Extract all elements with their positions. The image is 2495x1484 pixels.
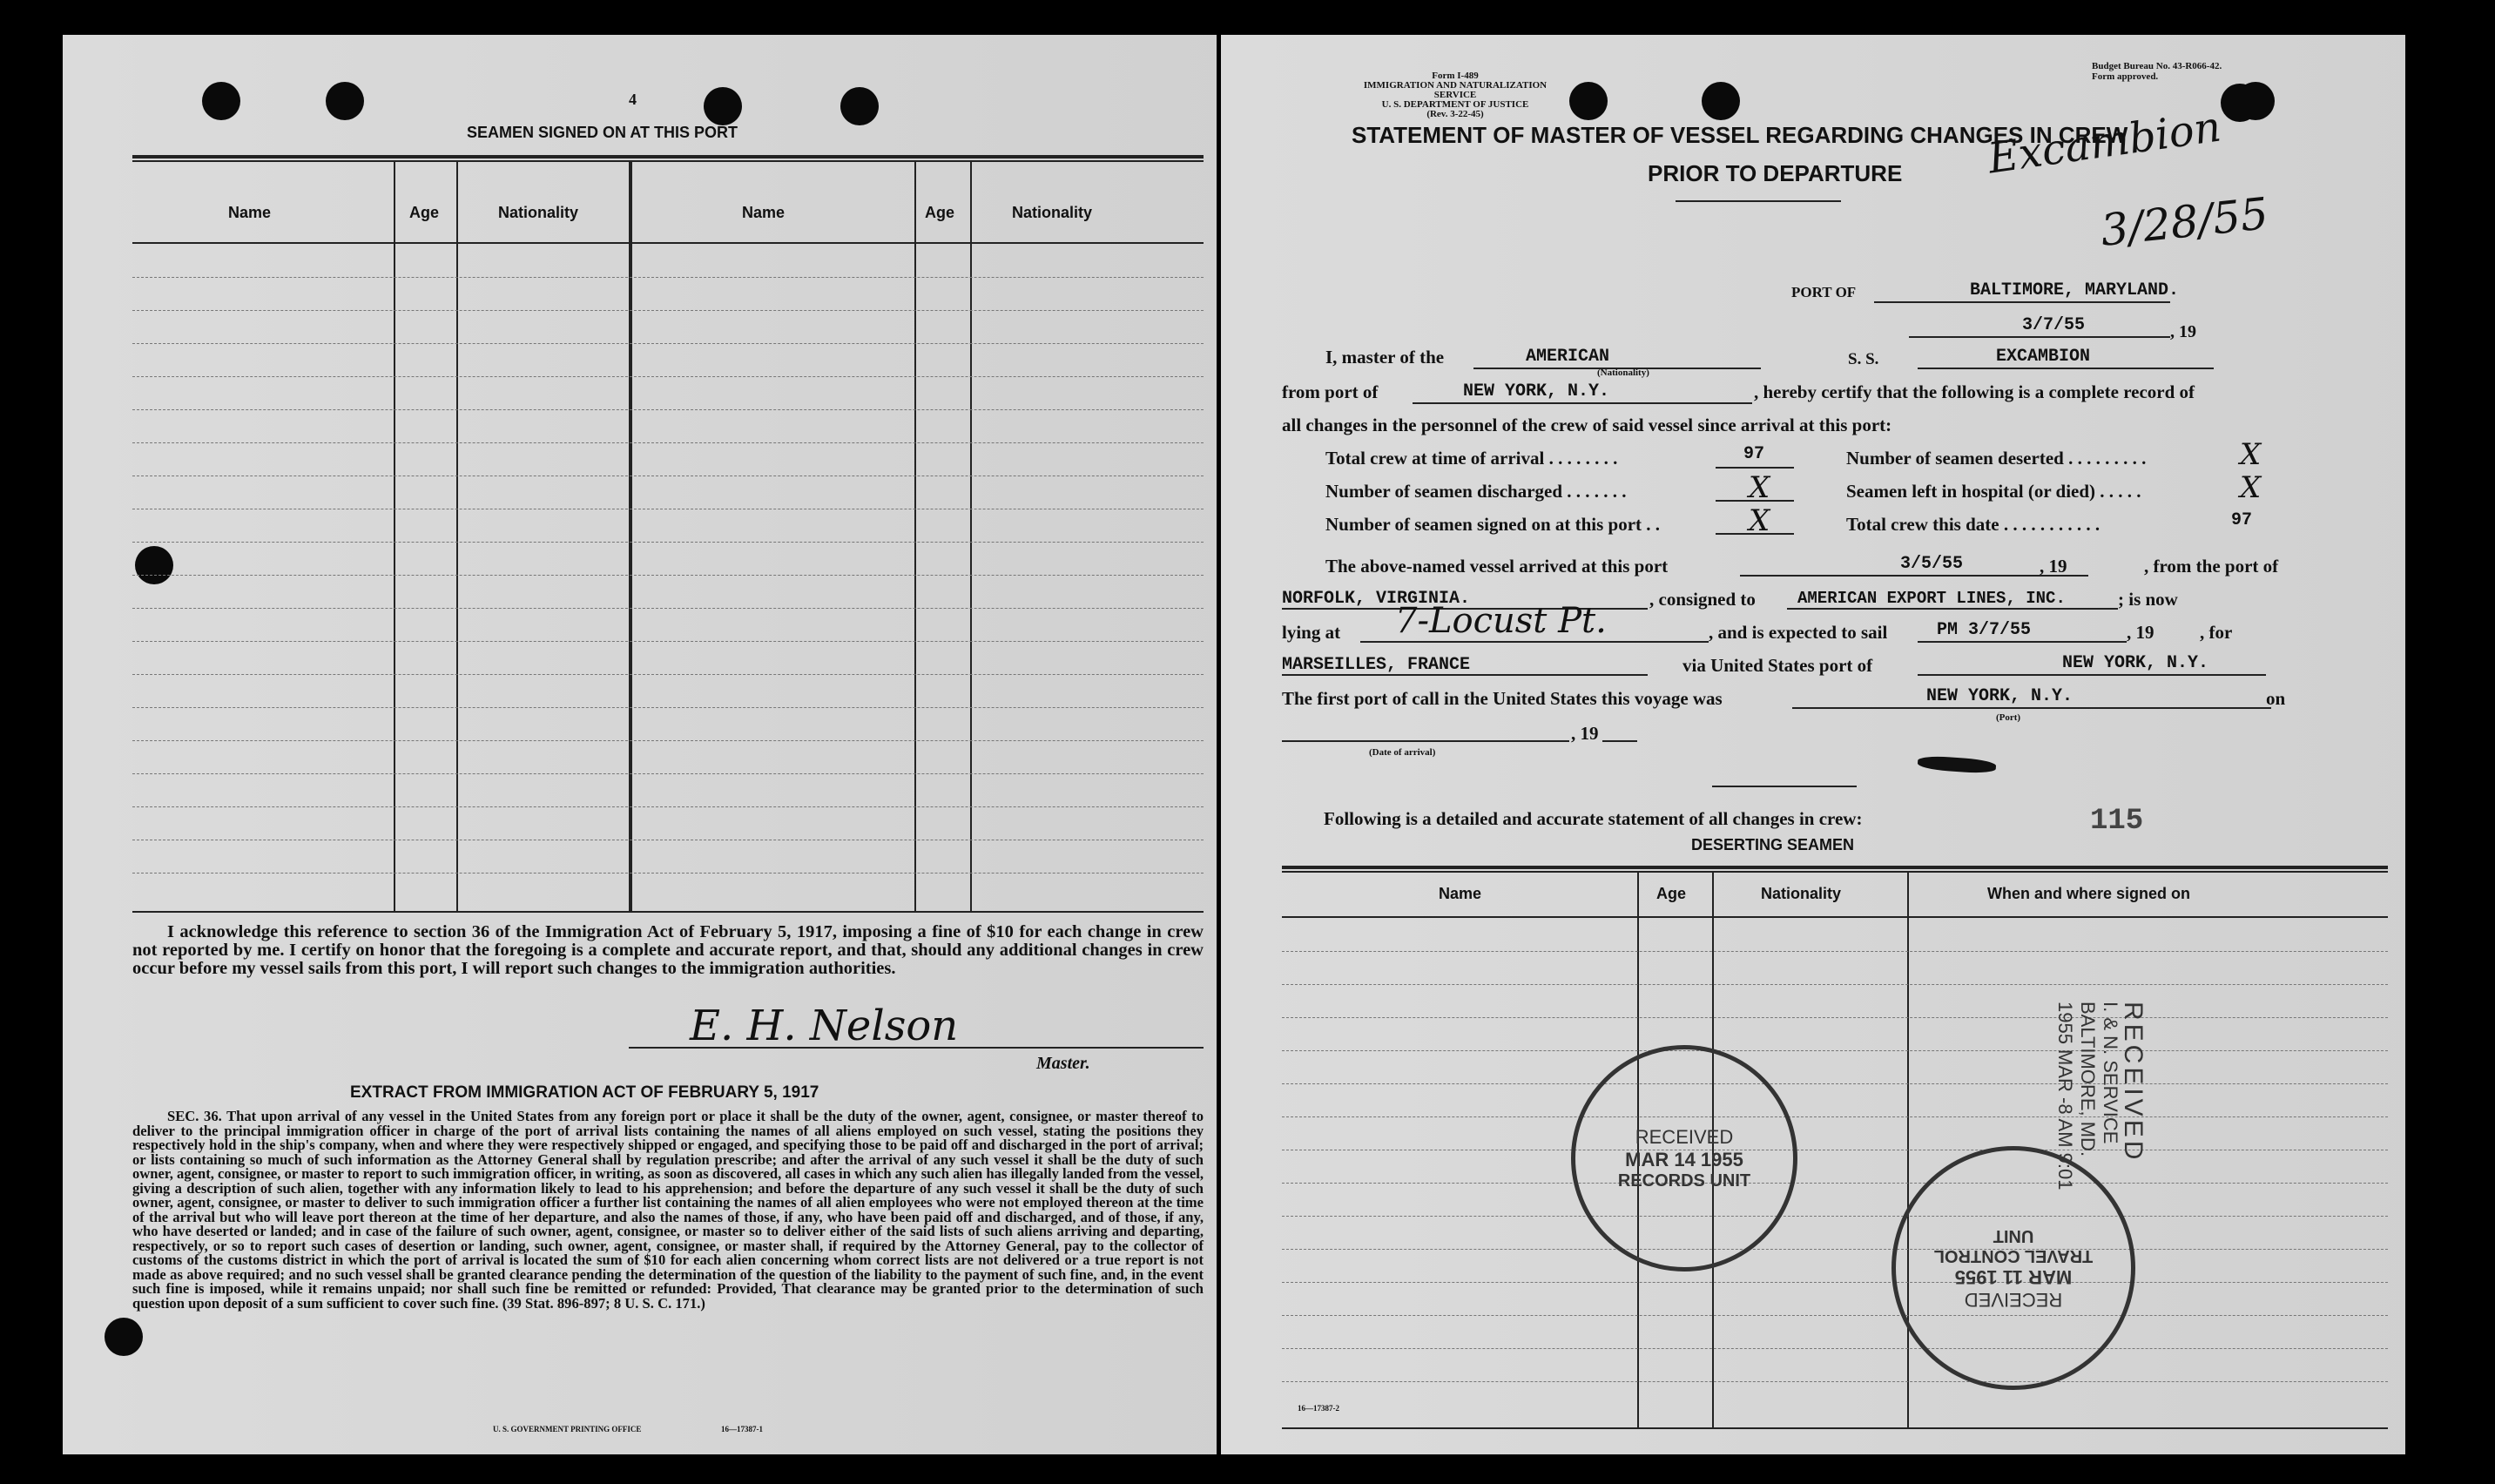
signed-on-value: X bbox=[1749, 503, 1770, 538]
col-name-2: Name bbox=[742, 204, 786, 221]
first-port-label: The first port of call in the United States this voyage was bbox=[1282, 688, 1723, 709]
master-of-label: I, master of the bbox=[1325, 347, 1445, 368]
revision: (Rev. 3-22-45) bbox=[1426, 109, 1484, 119]
vessel-value: EXCAMBION bbox=[1996, 347, 2091, 367]
punch-hole bbox=[105, 1318, 143, 1356]
deserting-title: DESERTING SEAMEN bbox=[1691, 836, 1855, 853]
punch-hole bbox=[1569, 82, 1608, 120]
on-label: on bbox=[2266, 688, 2286, 709]
via-label: via United States port of bbox=[1682, 655, 1873, 676]
deserting-col-signed-on: When and where signed on bbox=[1987, 885, 2191, 902]
consignee: AMERICAN EXPORT LINES, INC. bbox=[1797, 589, 2066, 608]
handwritten-date: 3/28/55 bbox=[2098, 188, 2271, 256]
lying-at-label: lying at bbox=[1282, 622, 1341, 643]
is-now-label: ; is now bbox=[2118, 589, 2178, 610]
sail-value: PM 3/7/55 bbox=[1937, 620, 2032, 640]
punch-hole bbox=[202, 82, 240, 120]
punch-hole bbox=[704, 87, 742, 125]
master-label: Master. bbox=[1036, 1054, 1090, 1073]
received-stamp-line-1: RECEIVED bbox=[2119, 1002, 2148, 1164]
form-header bbox=[1360, 71, 1550, 119]
form-subtitle: PRIOR TO DEPARTURE bbox=[1648, 160, 1903, 186]
hospital-value: X bbox=[2240, 470, 2262, 505]
discharged-label: Number of seamen discharged . . . . . . . bbox=[1325, 481, 1627, 502]
col-age: Age bbox=[409, 204, 440, 221]
punch-hole bbox=[1702, 82, 1740, 120]
budget-bureau: Budget Bureau No. 43-R066-42. bbox=[2092, 61, 2222, 71]
from-port-value: NEW YORK, N.Y. bbox=[1463, 381, 1610, 401]
for-label: , 19 , for bbox=[2127, 622, 2233, 643]
deserting-col-nationality: Nationality bbox=[1761, 885, 1842, 902]
department-name: U. S. DEPARTMENT OF JUSTICE bbox=[1381, 99, 1529, 110]
signed-on-label: Number of seamen signed on at this port . . bbox=[1325, 514, 1661, 535]
budget-block bbox=[2092, 61, 2222, 82]
total-crew-arrival-value: 97 bbox=[1743, 444, 1765, 464]
arrived-date: 3/5/55 bbox=[1900, 554, 1964, 574]
previous-port: NORFOLK, VIRGINIA. bbox=[1282, 589, 1471, 609]
col-nationality: Nationality bbox=[498, 204, 579, 221]
form-number: Form I-489 bbox=[1432, 71, 1479, 81]
received-stamp-line-4: 1955 MAR -8 AM 9:01 bbox=[2054, 1002, 2076, 1191]
records-stamp-line-2: MAR 14 1955 bbox=[1625, 1148, 1743, 1170]
punch-hole bbox=[326, 82, 364, 120]
col-age-2: Age bbox=[925, 204, 955, 221]
right-page bbox=[1221, 35, 2405, 1454]
form-title: STATEMENT OF MASTER OF VESSEL REGARDING CHANGES IN CREW bbox=[1352, 122, 2128, 148]
left-page bbox=[63, 35, 1217, 1454]
stamped-number: 115 bbox=[2090, 805, 2144, 838]
arrived-19: , 19 bbox=[2040, 556, 2067, 577]
port-caption: (Port) bbox=[1996, 712, 2021, 723]
port-of-value: BALTIMORE, MARYLAND. bbox=[1970, 280, 2180, 300]
port-of-label: PORT OF bbox=[1791, 284, 1857, 300]
travel-stamp-line-1: RECEIVED bbox=[1964, 1289, 2063, 1311]
handwritten-vessel: Excambion bbox=[1985, 102, 2224, 184]
received-stamp-line-2: I. & N. SERVICE bbox=[2100, 1002, 2121, 1144]
page-number: 4 bbox=[629, 91, 637, 108]
col-nationality-2: Nationality bbox=[1012, 204, 1093, 221]
discharged-value: X bbox=[1749, 470, 1770, 505]
deserting-table bbox=[1282, 866, 2388, 1432]
records-unit-stamp bbox=[1571, 1045, 1797, 1272]
col-name: Name bbox=[228, 204, 272, 221]
pier-handwritten: 7-Locust Pt. bbox=[1395, 601, 1607, 641]
date-19: , 19 bbox=[2170, 322, 2196, 341]
travel-control-stamp bbox=[1891, 1146, 2135, 1390]
deserting-col-name: Name bbox=[1439, 885, 1482, 902]
agency-name: IMMIGRATION AND NATURALIZATION SERVICE bbox=[1363, 80, 1548, 100]
deserted-value: X bbox=[2240, 437, 2262, 472]
punch-hole bbox=[2221, 84, 2259, 122]
deserted-label: Number of seamen deserted . . . . . . . . . bbox=[1846, 448, 2147, 469]
received-stamp-line-3: BALTIMORE, MD. bbox=[2077, 1002, 2099, 1157]
via-value: NEW YORK, N.Y. bbox=[2062, 653, 2209, 673]
nationality-caption: (Nationality) bbox=[1597, 368, 1649, 378]
right-form-code: 16—17387-2 bbox=[1298, 1404, 1339, 1413]
all-changes-text: all changes in the personnel of the crew of said vessel since arrival at this port: bbox=[1282, 415, 1892, 435]
total-crew-date-label: Total crew this date . . . . . . . . . . . bbox=[1846, 514, 2101, 535]
from-port-label: from port of bbox=[1282, 381, 1379, 402]
total-crew-date-value: 97 bbox=[2231, 510, 2253, 530]
arrival-19: , 19 bbox=[1571, 723, 1599, 744]
destination: MARSEILLES, FRANCE bbox=[1282, 655, 1471, 675]
expected-label: , and is expected to sail bbox=[1709, 622, 1888, 643]
left-title: SEAMEN SIGNED ON AT THIS PORT bbox=[467, 124, 738, 141]
travel-stamp-line-3: TRAVEL CONTROL bbox=[1933, 1246, 2094, 1265]
total-crew-arrival-label: Total crew at time of arrival . . . . . . . . bbox=[1325, 448, 1618, 469]
hospital-label: Seamen left in hospital (or died) . . . . . bbox=[1846, 481, 2141, 502]
from-port-of-label: , from the port of bbox=[2144, 556, 2279, 577]
consigned-label: , consigned to bbox=[1649, 589, 1756, 610]
travel-stamp-line-4: UNIT bbox=[1993, 1226, 2034, 1245]
form-approved: Form approved. bbox=[2092, 71, 2159, 82]
nationality-value: AMERICAN bbox=[1526, 347, 1610, 367]
master-signature: E. H. Nelson bbox=[690, 1002, 959, 1050]
certify-text: , hereby certify that the following is a complete record of bbox=[1754, 381, 2195, 402]
first-port-value: NEW YORK, N.Y. bbox=[1926, 686, 2074, 706]
date-of-arrival-caption: (Date of arrival) bbox=[1369, 747, 1436, 758]
ink-blot bbox=[1918, 755, 1997, 774]
extract-title: EXTRACT FROM IMMIGRATION ACT OF FEBRUARY 5, 1917 bbox=[350, 1083, 819, 1102]
acknowledgment-text: I acknowledge this reference to section 36 of the Immigration Act of February 5, 1917, imposing a fine of $10 for each change in crew not reported by me. I certify on honor that the foregoing is a complete and accurate report, and that, should any additional changes in crew occur before my vessel sails from this port, I will report such changes to the immigration authorities. bbox=[132, 922, 1204, 978]
records-stamp-line-3: RECORDS UNIT bbox=[1617, 1170, 1751, 1191]
arrived-label: The above-named vessel arrived at this port bbox=[1325, 556, 1669, 577]
travel-stamp-line-2: MAR 11 1955 bbox=[1954, 1266, 2073, 1288]
left-form-code: 16—17387-1 bbox=[721, 1425, 763, 1433]
extract-text: SEC. 36. That upon arrival of any vessel in the United States from any foreign port or place it shall be the duty of the owner, agent, consignee, or master thereof to deliver to the principal immigration officer in charge of the port of arrival lists containing the names of all aliens employed on such vessel, stating the positions they respectively hold in the ship's company, when and where they were respectively shipped or engaged, and specifying those to be paid off and discharged in the port of arrival; or lists containing so much of such information as the Attorney General shall by regulation prescribe; and after the arrival of any such vessel it shall be the duty of such owner, agent, consignee, or master to report to such immigration officer, in writing, as soon as discovered, all cases in which any such alien has illegally landed from the vessel, giving a description of such alien, together with any information likely to lead to his apprehension; and before the departure of any such vessel it shall be the duty of such owner, agent, consignee, or master to deliver to such immigration officer a further list containing the names of all alien employees who were not employed thereon at the time of the arrival but who will leave port thereon at the time of her departure, and also the names of those, if any, who have been paid off and discharged, and of those, if any, who have deserted or landed; and in case of the failure of such owner, agent, consignee, or master so to deliver either of the said lists of such aliens arriving and departing, respectively, or so to report such cases of desertion or landing, such owner, agent, consignee, or master shall, if required by the Attorney General, pay to the collector of customs of the customs district in which the port of arrival is located the sum of $10 for each alien concerning whom correct lists are not delivered or a true report is not made as above required; and no such vessel shall be granted clearance pending the determination of the question of the liability to the payment of such fine, and, in the event such fine is imposed, while it remains unpaid; nor shall such fine be remitted or refunded: Provided, That clearance may be granted prior to the determination of such question upon deposit of a sum sufficient to cover such fine. (39 Stat. 896-897; 8 U. S. C. 171.) bbox=[132, 1108, 1204, 1312]
records-stamp-line-1: RECEIVED bbox=[1635, 1125, 1734, 1148]
punch-hole bbox=[840, 87, 879, 125]
following-label: Following is a detailed and accurate statement of all changes in crew: bbox=[1324, 808, 1863, 829]
printing-office: U. S. GOVERNMENT PRINTING OFFICE bbox=[493, 1425, 642, 1433]
deserting-col-age: Age bbox=[1656, 885, 1687, 902]
signed-on-table bbox=[132, 155, 1204, 913]
ss-label: S. S. bbox=[1848, 350, 1879, 368]
date-value: 3/7/55 bbox=[2022, 315, 2086, 335]
